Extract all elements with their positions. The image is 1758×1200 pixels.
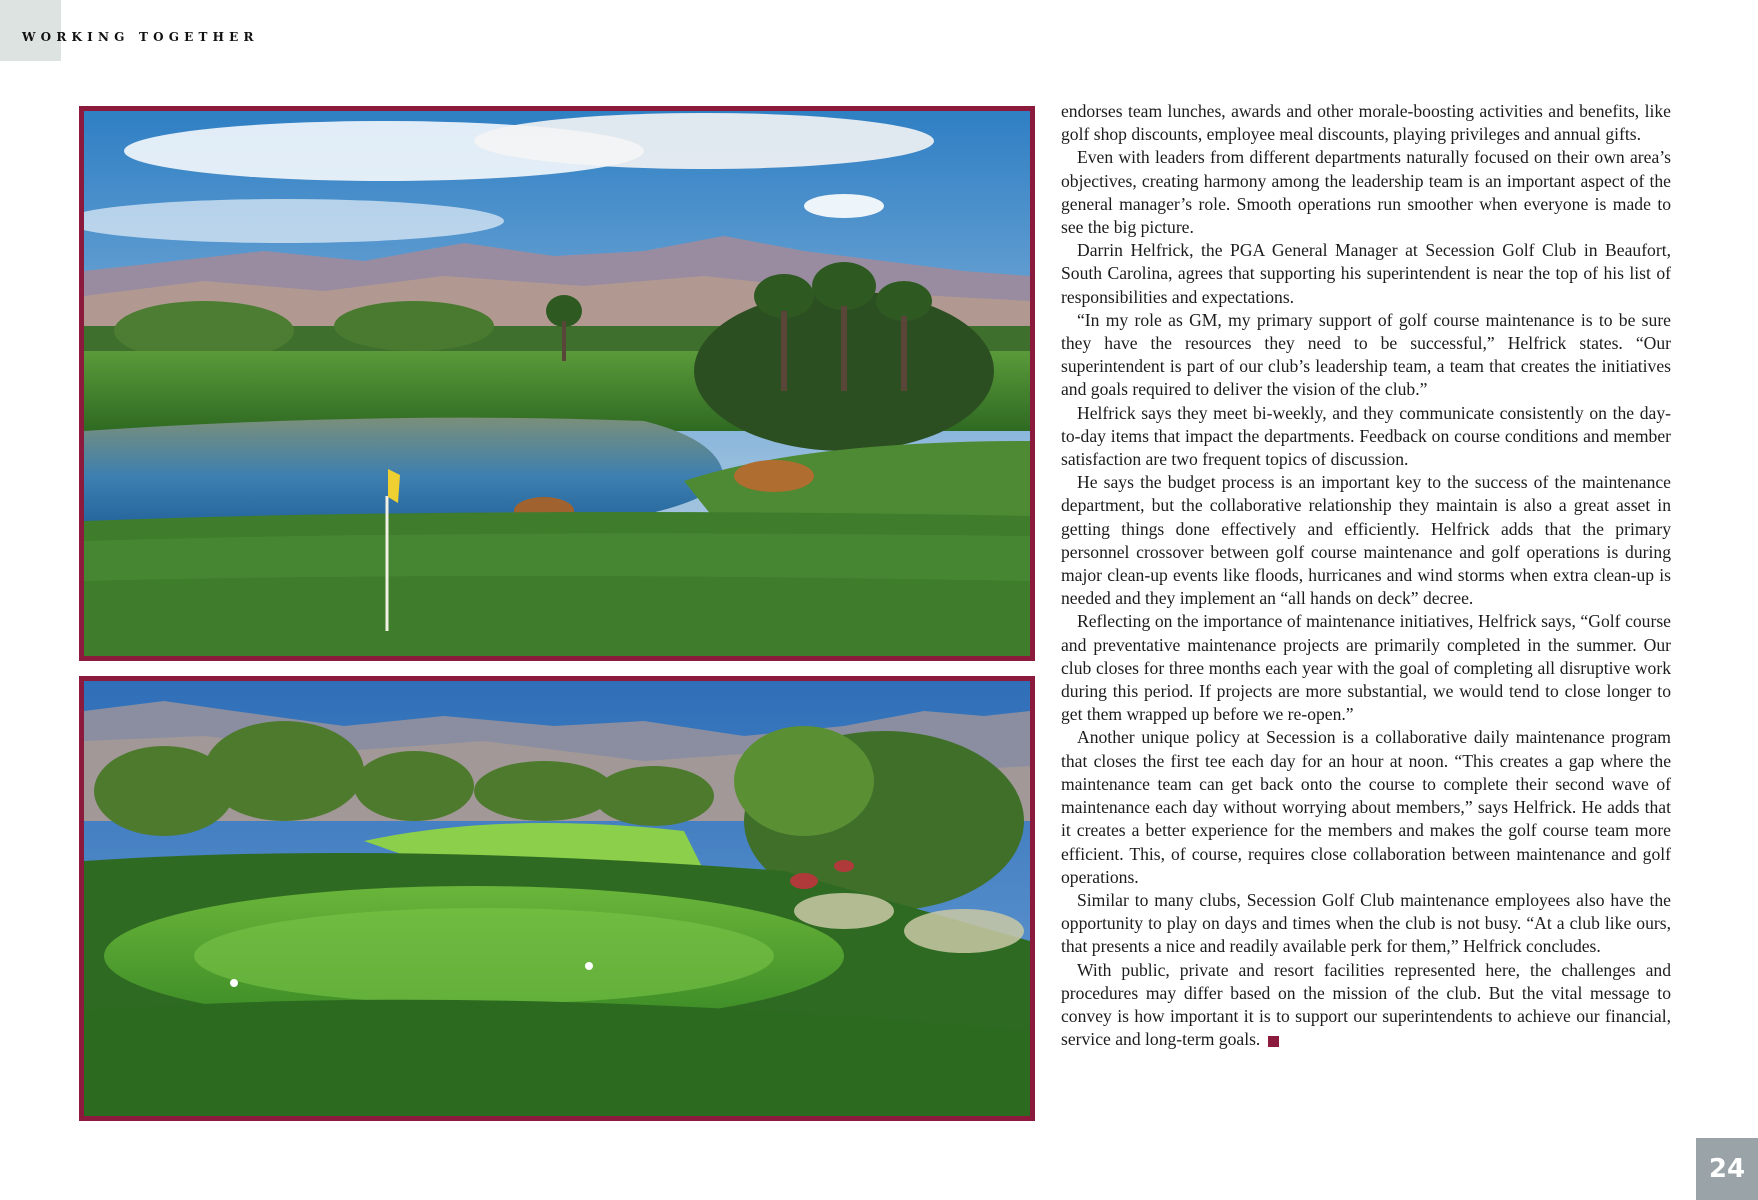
article-paragraph: Darrin Helfrick, the PGA General Manager at Secession Golf Club in Beaufort, South Carolina, agrees that supporting his superintendent is near the top of his list of responsibilities and expectations. xyxy=(1061,240,1671,307)
article-paragraph: Helfrick says they meet bi-weekly, and they communicate consistently on the day-to-day items that impact the departments. Feedback on course conditions and member satisfaction are two frequent topics of discussion. xyxy=(1061,402,1671,470)
section-label: WORKING TOGETHER xyxy=(22,30,259,44)
article-paragraph: endorses team lunches, awards and other morale-boosting activities and benefits, like golf shop discounts, employee meal discounts, playing privileges and annual gifts. xyxy=(1061,101,1671,145)
article-paragraph: Even with leaders from different departments naturally focused on their own area’s objectives, creating harmony among the leadership team is an important aspect of the general manager’s role. Smooth operations run smoother when everyone is made to see the big picture. xyxy=(1061,147,1671,238)
golf-course-tee-photo xyxy=(79,676,1035,1121)
article-paragraph: Another unique policy at Secession is a collaborative daily maintenance program that closes the first tee each day for an hour at noon. “This creates a gap where the maintenance team can get back onto the course to complete their second wave of maintenance each day without worrying about members,” says Helfrick. He adds that it creates a better experience for the members and makes the golf course team more efficient. This, of course, requires close collaboration between maintenance and golf operations. xyxy=(1061,727,1671,887)
page-number: 24 xyxy=(1696,1138,1758,1200)
article-paragraph: He says the budget process is an important key to the success of the maintenance department, but the collaborative relationship they maintain is also a great asset in getting things done effectively and efficiently. Helfrick adds that the primary personnel crossover between golf course maintenance and golf operations is during major clean-up events like floods, hurricanes and wind storms when extra clean-up is needed and they implement an “all hands on deck” decree. xyxy=(1061,472,1671,609)
article-paragraph-last xyxy=(1061,959,1671,1052)
article-body xyxy=(1061,100,1671,1051)
article-paragraph: Similar to many clubs, Secession Golf Club maintenance employees also have the opportunity to play on days and times when the club is not busy. “At a club like ours, that presents a nice and readily available perk for them,” Helfrick concludes. xyxy=(1061,889,1671,957)
article-paragraph: “In my role as GM, my primary support of golf course maintenance is to be sure they have the resources they need to be successful,” Helfrick states. “Our superintendent is part of our club’s leadership team, a team that creates the initiatives and goals required to deliver the vision of the club.” xyxy=(1061,309,1671,400)
article-paragraph-text: With public, private and resort facilities represented here, the challenges and procedures may differ based on the mission of the club. But the vital message to convey is how important it is to support our superintendents to achieve our financial, service and long-term goals. xyxy=(1061,959,1671,1050)
end-of-article-mark xyxy=(1268,1036,1279,1047)
golf-course-lake-photo xyxy=(79,106,1035,661)
article-paragraph: Reflecting on the importance of maintenance initiatives, Helfrick says, “Golf course and preventative maintenance projects are primarily completed in the summer. Our club closes for three months each year with the goal of completing all disruptive work during this period. If projects are more substantial, we would tend to close longer to get them wrapped up before we re-open.” xyxy=(1061,611,1671,725)
